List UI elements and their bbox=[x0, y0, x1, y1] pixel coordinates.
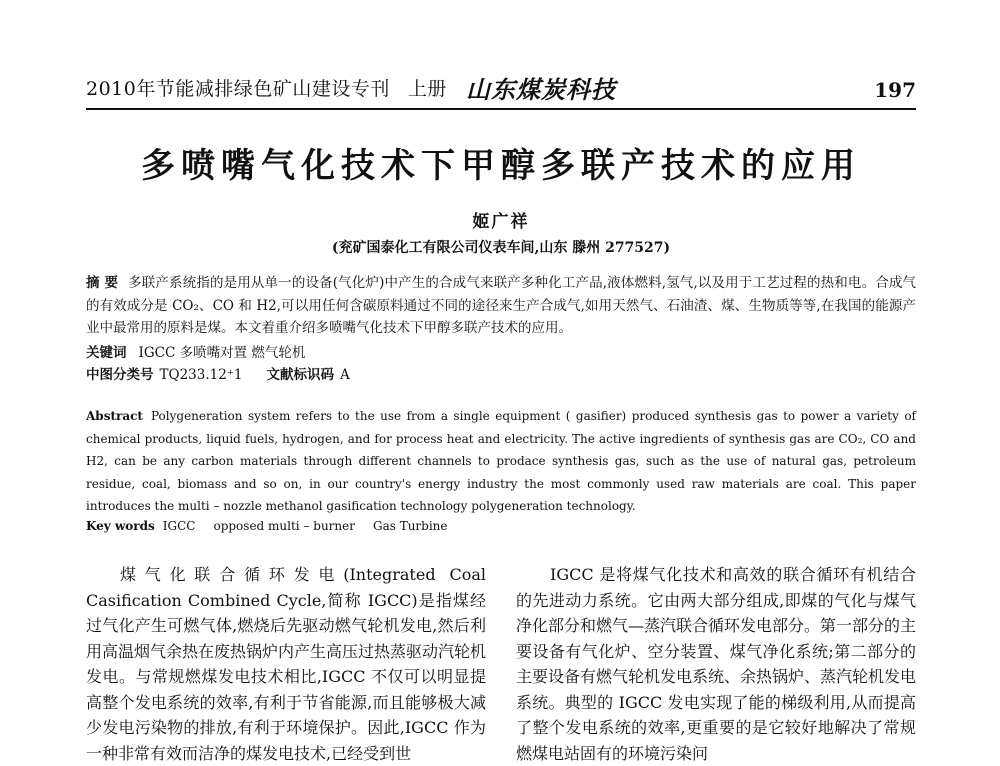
abstract-english bbox=[86, 405, 916, 518]
body-column-right: IGCC 是将煤气化技术和高效的联合循环有机结合的先进动力系统。它由两大部分组成,即煤的气化与煤气净化部分和燃气—蒸汽联合循环发电部分。第一部分的主要设备有气化炉、空分装置、煤气净化系统;第二部分的主要设备有燃气轮机发电系统、余热锅炉、蒸汽轮机发电系统。典型的 IGCC 发电实现了能的梯级利用,从而提高了整个发电系统的效率,更重要的是它较好地解决了常规燃煤电站固有的环境污染问 bbox=[516, 565, 917, 763]
keyword-en: IGCC bbox=[162, 519, 196, 533]
keywords-english bbox=[86, 515, 916, 537]
keywords-en-label: Key words bbox=[86, 519, 155, 533]
author-name: 姬广祥 bbox=[472, 212, 530, 232]
body-column-left: 煤气化联合循环发电(Integrated Coal Casification Combined Cycle,简称 IGCC)是指煤经过气化产生可燃气体,燃烧后先驱动燃气轮机发电,然后利用高温烟气余热在废热锅炉内产生高压过热蒸驱动汽轮机发电。与常规燃煤发电技术相比,IGCC 不仅可以明显提高整个发电系统的效率,有利于节省能源,而且能够极大减少发电污染物的排放,有利于环境保护。因此,IGCC 作为一种非常有效而洁净的煤发电技术,已经受到世 bbox=[86, 565, 487, 763]
abstract-cn-label: 摘 要 bbox=[86, 275, 119, 291]
keywords-cn-text: IGCC 多喷嘴对置 燃气轮机 bbox=[138, 345, 306, 361]
article-title: 多喷嘴气化技术下甲醇多联产技术的应用 bbox=[141, 146, 861, 186]
classification-line bbox=[86, 364, 916, 386]
journal-name-logo: 山东煤炭科技 bbox=[466, 75, 616, 104]
page-number: 197 bbox=[874, 78, 916, 102]
clc-label: 中图分类号 bbox=[86, 367, 154, 383]
keyword-en: Gas Turbine bbox=[372, 519, 448, 533]
abstract-en-text: Polygeneration system refers to the use from a single equipment ( gasifier) produced synthesis gas to power a variety of chemical products, liquid fuels, hydrogen, and for process heat and electricity. The active ingredients of synthesis gas are CO₂, CO and H2, can be any carbon materials through different channels to prodace synthesis gas, such as the use of natural gas, petroleum residue, coal, biomass and so on, in our country's energy industry the most commonly used raw materials are coal. This paper introduces the multi – nozzle methanol gasification technology polygeneration technology. bbox=[86, 409, 916, 513]
doc-code-label: 文献标识码 bbox=[266, 367, 335, 383]
author-affiliation: (兖矿国泰化工有限公司仪表车间,山东 滕州 277527) bbox=[331, 240, 671, 256]
header-divider bbox=[86, 108, 916, 110]
volume-label: 上册 bbox=[407, 78, 447, 100]
doc-code-value: A bbox=[340, 367, 350, 383]
keywords-chinese bbox=[86, 342, 916, 364]
journal-issue: 2010年节能减排绿色矿山建设专刊 bbox=[86, 78, 390, 100]
page-header bbox=[86, 66, 916, 106]
abstract-chinese bbox=[86, 272, 916, 340]
journal-issue-line bbox=[86, 74, 447, 101]
keyword-en: opposed multi – burner bbox=[213, 519, 355, 533]
keywords-cn-label: 关键词 bbox=[86, 345, 127, 361]
abstract-cn-text: 多联产系统指的是用从单一的设备(气化炉)中产生的合成气来联产多种化工产品,液体燃料,氢气,以及用于工艺过程的热和电。合成气的有效成分是 CO₂、CO 和 H2,可以用任何含碳原料通过不同的途径来生产合成气,如用天然气、石油渣、煤、生物质等等,在我国的能源产业中最常用的原料是煤。本文着重介绍多喷嘴气化技术下甲醇多联产技术的应用。 bbox=[86, 275, 916, 336]
abstract-en-label: Abstract bbox=[86, 409, 143, 423]
clc-value: TQ233.12⁺1 bbox=[159, 367, 243, 383]
